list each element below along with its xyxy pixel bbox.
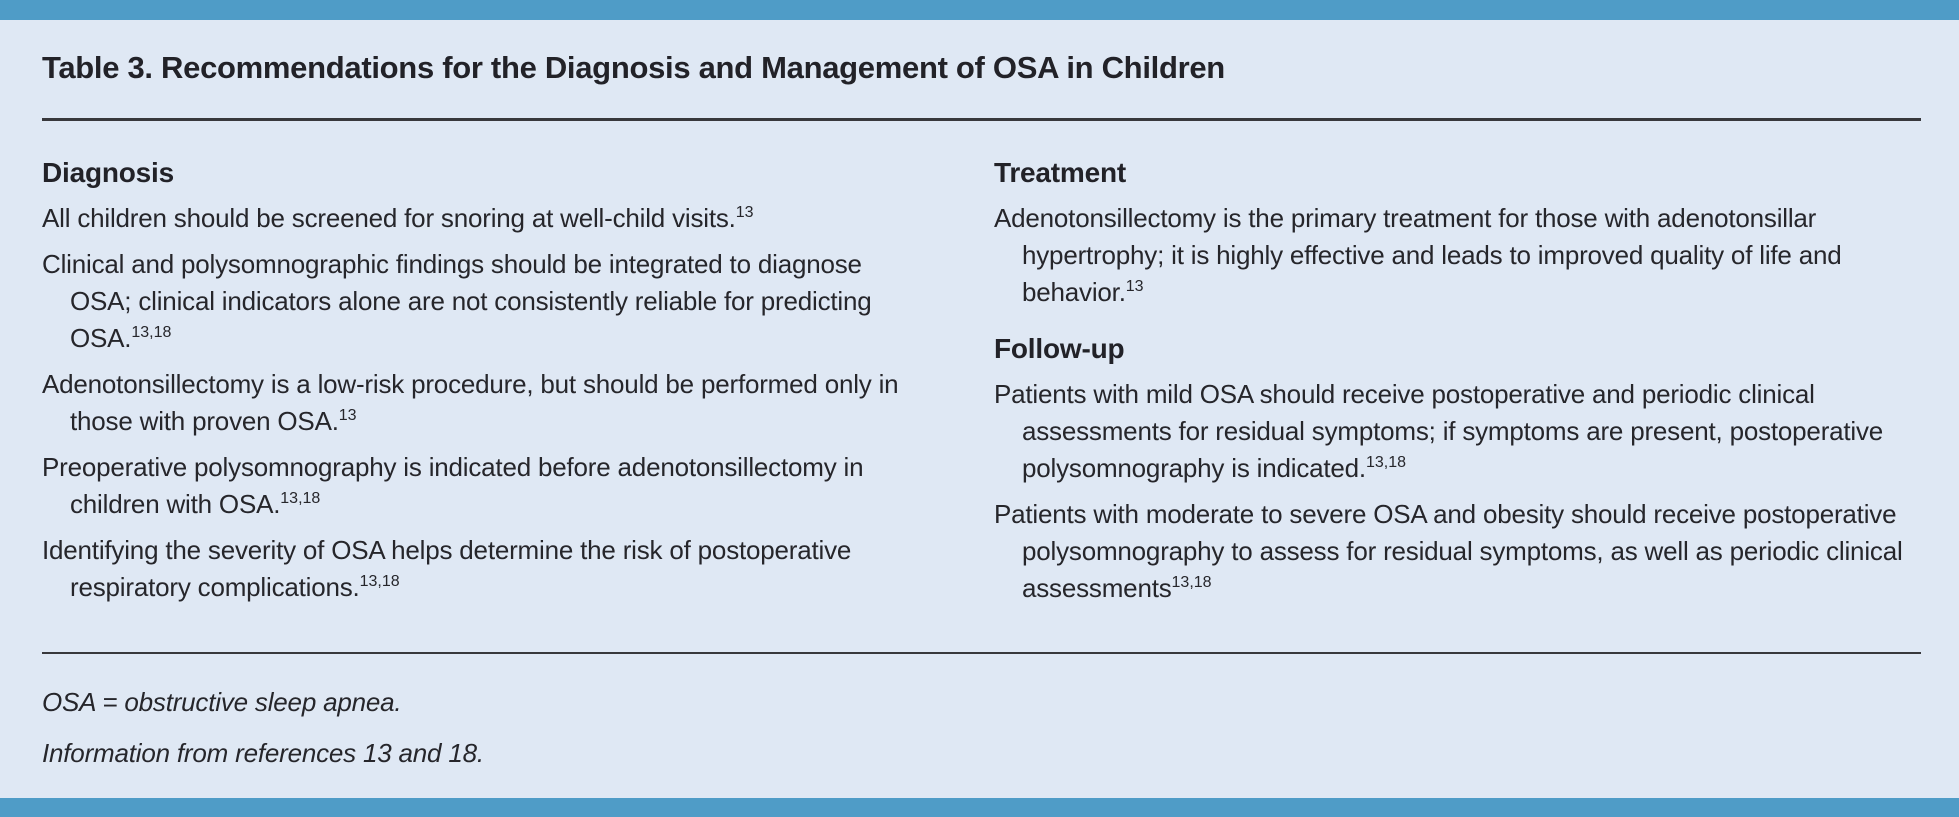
section-treatment (994, 154, 1921, 311)
footer-divider-rule (42, 652, 1921, 654)
reference-superscript: 13,18 (280, 490, 321, 507)
source-footnote: Information from references 13 and 18. (42, 738, 484, 768)
recommendation-text: Patients with mild OSA should receive postoperative and periodic clinical assessments for residual symptoms; if symptoms are present, postoperative polysomnography is indicated. (994, 379, 1884, 483)
recommendation-item (42, 366, 926, 440)
recommendation-item (994, 496, 1921, 607)
recommendation-item (42, 532, 926, 606)
section-followup (994, 330, 1921, 607)
recommendation-text: Adenotonsillectomy is a low-risk procedure, but should be performed only in those with proven OSA. (42, 369, 899, 436)
recommendation-text: All children should be screened for snoring at well-child visits. (42, 203, 736, 233)
column-treatment-followup (994, 154, 1921, 607)
recommendation-item (994, 376, 1921, 487)
reference-superscript: 13,18 (131, 324, 172, 341)
top-accent-bar (0, 0, 1959, 20)
recommendation-columns (42, 154, 1921, 607)
recommendation-text: Preoperative polysomnography is indicated before adenotonsillectomy in children with OSA. (42, 452, 864, 519)
reference-superscript: 13 (338, 407, 357, 424)
reference-superscript: 13,18 (1171, 574, 1212, 591)
recommendation-text: Identifying the severity of OSA helps determine the risk of postoperative respiratory complications. (42, 535, 852, 602)
recommendation-item (42, 200, 926, 237)
reference-superscript: 13 (1125, 278, 1144, 295)
title-divider-rule (42, 118, 1921, 121)
recommendation-item (994, 200, 1921, 311)
recommendation-text: Clinical and polysomnographic findings should be integrated to diagnose OSA; clinical indicators alone are not consistently reliable for predicting OSA. (42, 249, 872, 353)
reference-superscript: 13 (735, 204, 754, 221)
section-heading-diagnosis: Diagnosis (42, 157, 175, 188)
abbreviation-footnote: OSA = obstructive sleep apnea. (42, 687, 402, 717)
table-content (42, 20, 1921, 607)
section-heading-treatment: Treatment (994, 157, 1127, 188)
recommendation-text: Patients with moderate to severe OSA and obesity should receive postoperative polysomnography to assess for residual symptoms, as well as periodic clinical assessments (994, 499, 1903, 603)
reference-superscript: 13,18 (1365, 454, 1407, 471)
recommendation-item (42, 449, 926, 523)
section-heading-followup: Follow-up (994, 333, 1125, 364)
recommendation-text: Adenotonsillectomy is the primary treatment for those with adenotonsillar hypertrophy; it is highly effective and leads to improved quality of life and behavior. (994, 203, 1842, 307)
reference-superscript: 13,18 (359, 573, 400, 590)
table-footer (42, 652, 1921, 768)
column-diagnosis (42, 154, 926, 607)
recommendation-item (42, 246, 926, 357)
section-diagnosis (42, 154, 926, 606)
table-title: Table 3. Recommendations for the Diagnosis and Management of OSA in Children (42, 50, 1225, 85)
bottom-accent-bar (0, 798, 1959, 817)
